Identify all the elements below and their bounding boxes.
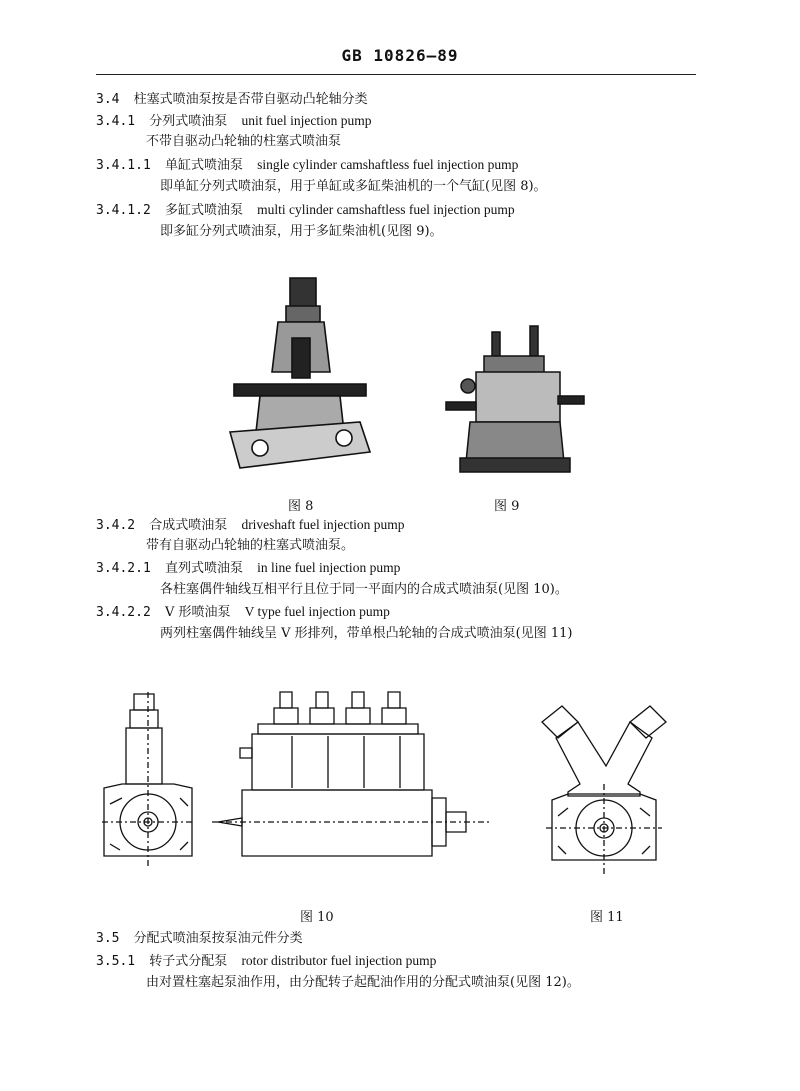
definition-3-5-1: 由对置柱塞起泵油作用，由分配转子起配油作用的分配式喷油泵(见图 12)。 [146, 975, 580, 990]
term-en: driveshaft fuel injection pump [241, 517, 405, 532]
definition-3-4-2-1: 各柱塞偶件轴线互相平行且位于同一平面内的合成式喷油泵(见图 10)。 [160, 582, 568, 597]
definition-3-4-1-2: 即多缸分列式喷油泵，用于多缸柴油机(见图 9)。 [160, 224, 443, 239]
term-zh: 转子式分配泵 [149, 954, 228, 969]
term-en: rotor distributor fuel injection pump [241, 953, 437, 968]
section-3-4-1 [96, 112, 372, 131]
figure-11-caption: 图 11 [590, 910, 624, 925]
definition-3-4-2-2: 两列柱塞偶件轴线呈 V 形排列，带单根凸轮轴的合成式喷油泵(见图 11) [160, 626, 573, 641]
section-3-4-2-1 [96, 559, 400, 578]
header-rule [96, 74, 696, 75]
term-zh: 分列式喷油泵 [149, 114, 228, 129]
section-number: 3.4 [96, 92, 120, 107]
section-number: 3.4.1.2 [96, 203, 151, 218]
section-number: 3.4.1 [96, 114, 136, 129]
figure-11-v-type-pump [536, 696, 672, 878]
term-en: unit fuel injection pump [241, 113, 372, 128]
figure-8-caption: 图 8 [288, 499, 314, 514]
section-3-5-1 [96, 952, 436, 971]
definition-3-4-1-1: 即单缸分列式喷油泵，用于单缸或多缸柴油机的一个气缸(见图 8)。 [160, 179, 547, 194]
term-en: single cylinder camshaftless fuel injection pump [257, 157, 519, 172]
term-en: multi cylinder camshaftless fuel injection pump [257, 202, 515, 217]
section-title-zh: 柱塞式喷油泵按是否带自驱动凸轮轴分类 [133, 92, 368, 107]
figure-9-multi-cylinder-pump [440, 322, 590, 482]
section-number: 3.5.1 [96, 954, 136, 969]
definition-3-4-2: 带有自驱动凸轮轴的柱塞式喷油泵。 [146, 538, 355, 553]
figure-8-single-cylinder-pump [220, 272, 380, 482]
figure-9-caption: 图 9 [494, 499, 520, 514]
section-title-zh: 分配式喷油泵按泵油元件分类 [133, 931, 303, 946]
term-zh: V 形喷油泵 [164, 605, 231, 620]
term-zh: 多缸式喷油泵 [164, 203, 243, 218]
definition-3-4-1: 不带自驱动凸轮轴的柱塞式喷油泵 [146, 134, 342, 149]
section-number: 3.4.1.1 [96, 158, 151, 173]
section-3-4-1-1 [96, 156, 518, 175]
term-zh: 单缸式喷油泵 [164, 158, 243, 173]
section-number: 3.4.2 [96, 518, 136, 533]
term-zh: 合成式喷油泵 [149, 518, 228, 533]
section-3-4-1-2 [96, 201, 515, 220]
section-3-5 [96, 930, 303, 948]
section-3-4-2-2 [96, 603, 390, 622]
term-en: in line fuel injection pump [257, 560, 401, 575]
figure-10-front-view [212, 688, 496, 866]
section-3-4-2 [96, 516, 405, 535]
figure-10-end-view [100, 692, 196, 872]
figure-10-caption: 图 10 [300, 910, 334, 925]
standard-code-header: GB 10826—89 [341, 46, 459, 65]
section-number: 3.4.2.1 [96, 561, 151, 576]
section-3-4 [96, 91, 368, 109]
section-number: 3.4.2.2 [96, 605, 151, 620]
section-number: 3.5 [96, 931, 120, 946]
term-zh: 直列式喷油泵 [164, 561, 243, 576]
term-en: V type fuel injection pump [244, 604, 390, 619]
